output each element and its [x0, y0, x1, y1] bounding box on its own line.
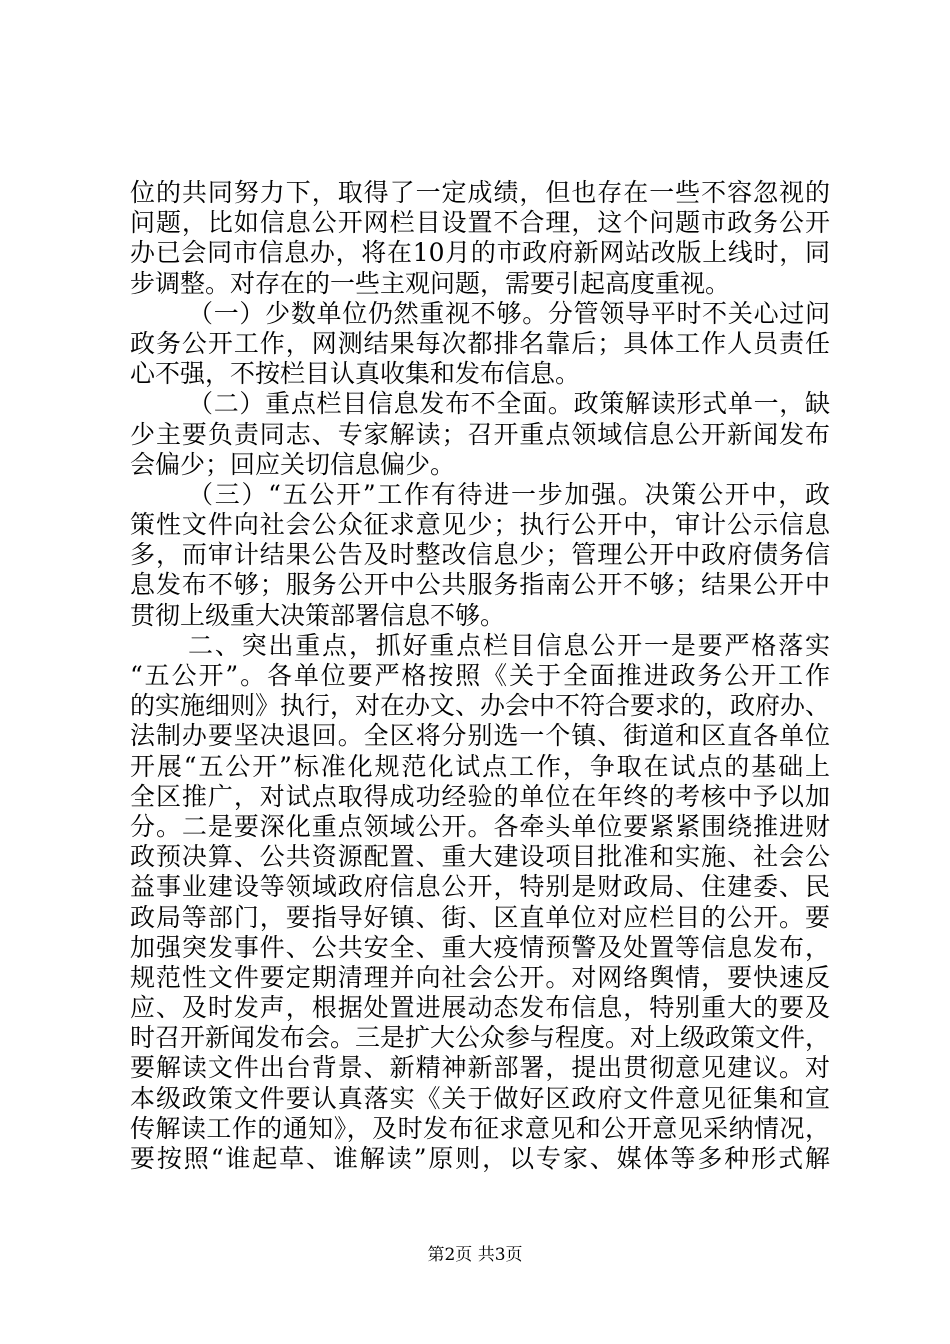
text-line: 要按照“谁起草、谁解读”原则，以专家、媒体等多种形式解 [130, 1144, 830, 1173]
text-line: “五公开”。各单位要严格按照《关于全面推进政务公开工作 [130, 661, 830, 690]
text-line: （三）“五公开”工作有待进一步加强。决策公开中，政 [188, 479, 830, 509]
text-line: 政务公开工作，网测结果每次都排名靠后；具体工作人员责任 [130, 328, 830, 358]
text-line: 益事业建设等领域政府信息公开，特别是财政局、住建委、民 [130, 872, 830, 902]
text-line: 问题，比如信息公开网栏目设置不合理，这个问题市政务公开 [130, 208, 830, 238]
text-line: 会偏少；回应关切信息偏少。 [130, 449, 456, 479]
text-line: 应、及时发声，根据处置进展动态发布信息，特别重大的要及 [130, 993, 830, 1023]
text-line: 贯彻上级重大决策部署信息不够。 [130, 600, 506, 630]
text-line: 步调整。对存在的一些主观问题，需要引起高度重视。 [130, 268, 731, 298]
text-line: 时召开新闻发布会。三是扩大公众参与程度。对上级政策文件， [130, 1023, 830, 1053]
text-line: 本级政策文件要认真落实《关于做好区政府文件意见征集和宣 [130, 1083, 830, 1113]
text-line: 加强突发事件、公共安全、重大疫情预警及处置等信息发布， [130, 932, 830, 962]
text-line: 多，而审计结果公告及时整改信息少；管理公开中政府债务信 [130, 540, 830, 570]
text-line: 少主要负责同志、专家解读；召开重点领域信息公开新闻发布 [130, 419, 830, 449]
document-body [130, 178, 830, 1174]
text-line: 心不强，不按栏目认真收集和发布信息。 [130, 359, 581, 389]
text-line: （二）重点栏目信息发布不全面。政策解读形式单一，缺 [188, 389, 830, 419]
text-line: 的实施细则》执行，对在办文、办会中不符合要求的，政府办、 [130, 691, 830, 721]
text-line: 策性文件向社会公众征求意见少；执行公开中，审计公示信息 [130, 510, 830, 540]
text-line: 政局等部门，要指导好镇、街、区直单位对应栏目的公开。要 [130, 902, 830, 932]
text-line: （一）少数单位仍然重视不够。分管领导平时不关心过问 [188, 298, 830, 328]
text-line: 息发布不够；服务公开中公共服务指南公开不够；结果公开中 [130, 570, 830, 600]
text-line: 分。二是要深化重点领域公开。各牵头单位要紧紧围绕推进财 [130, 811, 830, 841]
text-line: 要解读文件出台背景、新精神新部署，提出贯彻意见建议。对 [130, 1053, 830, 1083]
text-line: 法制办要坚决退回。全区将分别选一个镇、街道和区直各单位 [130, 721, 830, 751]
text-line: 二、突出重点，抓好重点栏目信息公开一是要严格落实 [188, 630, 830, 660]
text-line: 开展“五公开”标准化规范化试点工作，争取在试点的基础上 [130, 751, 830, 781]
text-line: 位的共同努力下，取得了一定成绩，但也存在一些不容忽视的 [130, 178, 830, 207]
text-line: 全区推广，对试点取得成功经验的单位在年终的考核中予以加 [130, 781, 830, 811]
text-line: 办已会同市信息办，将在10月的市政府新网站改版上线时，同 [130, 238, 830, 268]
page-footer: 第2页 共3页 [427, 1245, 523, 1265]
text-line: 传解读工作的通知》，及时发布征求意见和公开意见采纳情况， [130, 1113, 830, 1143]
text-line: 规范性文件要定期清理并向社会公开。对网络舆情，要快速反 [130, 962, 830, 992]
text-line: 政预决算、公共资源配置、重大建设项目批准和实施、社会公 [130, 842, 830, 872]
